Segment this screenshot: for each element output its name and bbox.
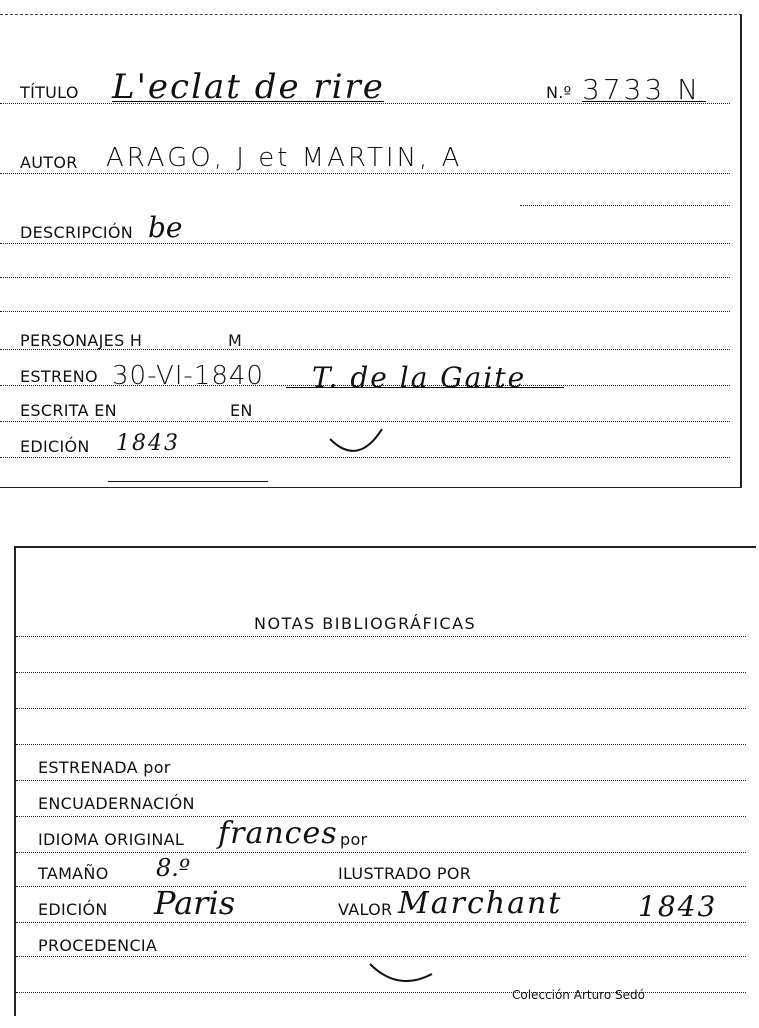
rule-line xyxy=(0,277,730,278)
numero-handwritten: 3733 N xyxy=(582,73,702,106)
punch-hole-arc xyxy=(368,952,438,988)
coleccion-stamp: Colección Arturo Sedó xyxy=(512,988,645,1002)
rule-line xyxy=(16,922,746,923)
edicion-label: EDICIÓN xyxy=(20,437,90,456)
estreno-date-handwritten: 30-VI-1840 xyxy=(112,361,264,391)
notas-bibliograficas-title: NOTAS BIBLIOGRÁFICAS xyxy=(254,614,477,633)
rule-line xyxy=(16,636,746,637)
idioma-por-label: por xyxy=(340,830,368,849)
rule-line xyxy=(16,780,746,781)
titulo-label: TÍTULO xyxy=(20,83,79,102)
rule-line xyxy=(0,311,730,312)
rule-line xyxy=(520,205,730,206)
punch-hole-arc xyxy=(328,419,388,459)
rule-line xyxy=(16,708,746,709)
bottom-rule-fragment xyxy=(108,481,268,482)
rule-line xyxy=(0,173,730,174)
estrenada-label: ESTRENADA por xyxy=(38,758,171,777)
valor-handwritten: Marchant xyxy=(398,886,563,921)
escrita-en-label: ESCRITA EN xyxy=(20,401,117,420)
en-label: EN xyxy=(230,401,253,420)
rule-line xyxy=(16,672,746,673)
estreno-underline xyxy=(286,387,564,388)
rule-line xyxy=(16,886,746,887)
estreno-label: ESTRENO xyxy=(20,367,98,386)
ilustrado-label: ILUSTRADO POR xyxy=(338,864,472,883)
idioma-label: IDIOMA ORIGINAL xyxy=(38,830,185,849)
descripcion-handwritten: be xyxy=(148,211,183,244)
descripcion-label: DESCRIPCIÓN xyxy=(20,223,133,242)
valor-label: VALOR xyxy=(338,900,393,919)
valor-year-handwritten: 1843 xyxy=(638,890,718,923)
numero-label: N.º xyxy=(546,83,572,102)
edicion-label-2: EDICIÓN xyxy=(38,900,108,919)
titulo-underline xyxy=(112,101,384,102)
edicion-city-handwritten: Paris xyxy=(154,884,236,922)
titulo-handwritten: L'eclat de rire xyxy=(112,67,385,107)
edicion-year-handwritten: 1843 xyxy=(116,431,180,456)
numero-underline xyxy=(582,101,706,102)
encuadernacion-label: ENCUADERNACIÓN xyxy=(38,794,195,813)
personajes-label: PERSONAJES H xyxy=(20,331,143,350)
idioma-handwritten: frances xyxy=(218,816,338,851)
rule-line xyxy=(16,852,746,853)
personajes-m-label: M xyxy=(228,331,243,350)
tamano-label: TAMAÑO xyxy=(38,864,109,883)
autor-handwritten: ARAGO, J et MARTIN, A xyxy=(106,143,463,173)
rule-line xyxy=(16,816,746,817)
catalog-card-bottom xyxy=(14,546,756,1016)
estreno-theatre-handwritten: T. de la Gaite xyxy=(312,361,527,394)
catalog-card-top xyxy=(0,14,742,488)
tamano-handwritten: 8.º xyxy=(156,854,191,882)
rule-line xyxy=(0,243,730,244)
autor-label: AUTOR xyxy=(20,153,78,172)
rule-line xyxy=(16,744,746,745)
procedencia-label: PROCEDENCIA xyxy=(38,936,158,955)
